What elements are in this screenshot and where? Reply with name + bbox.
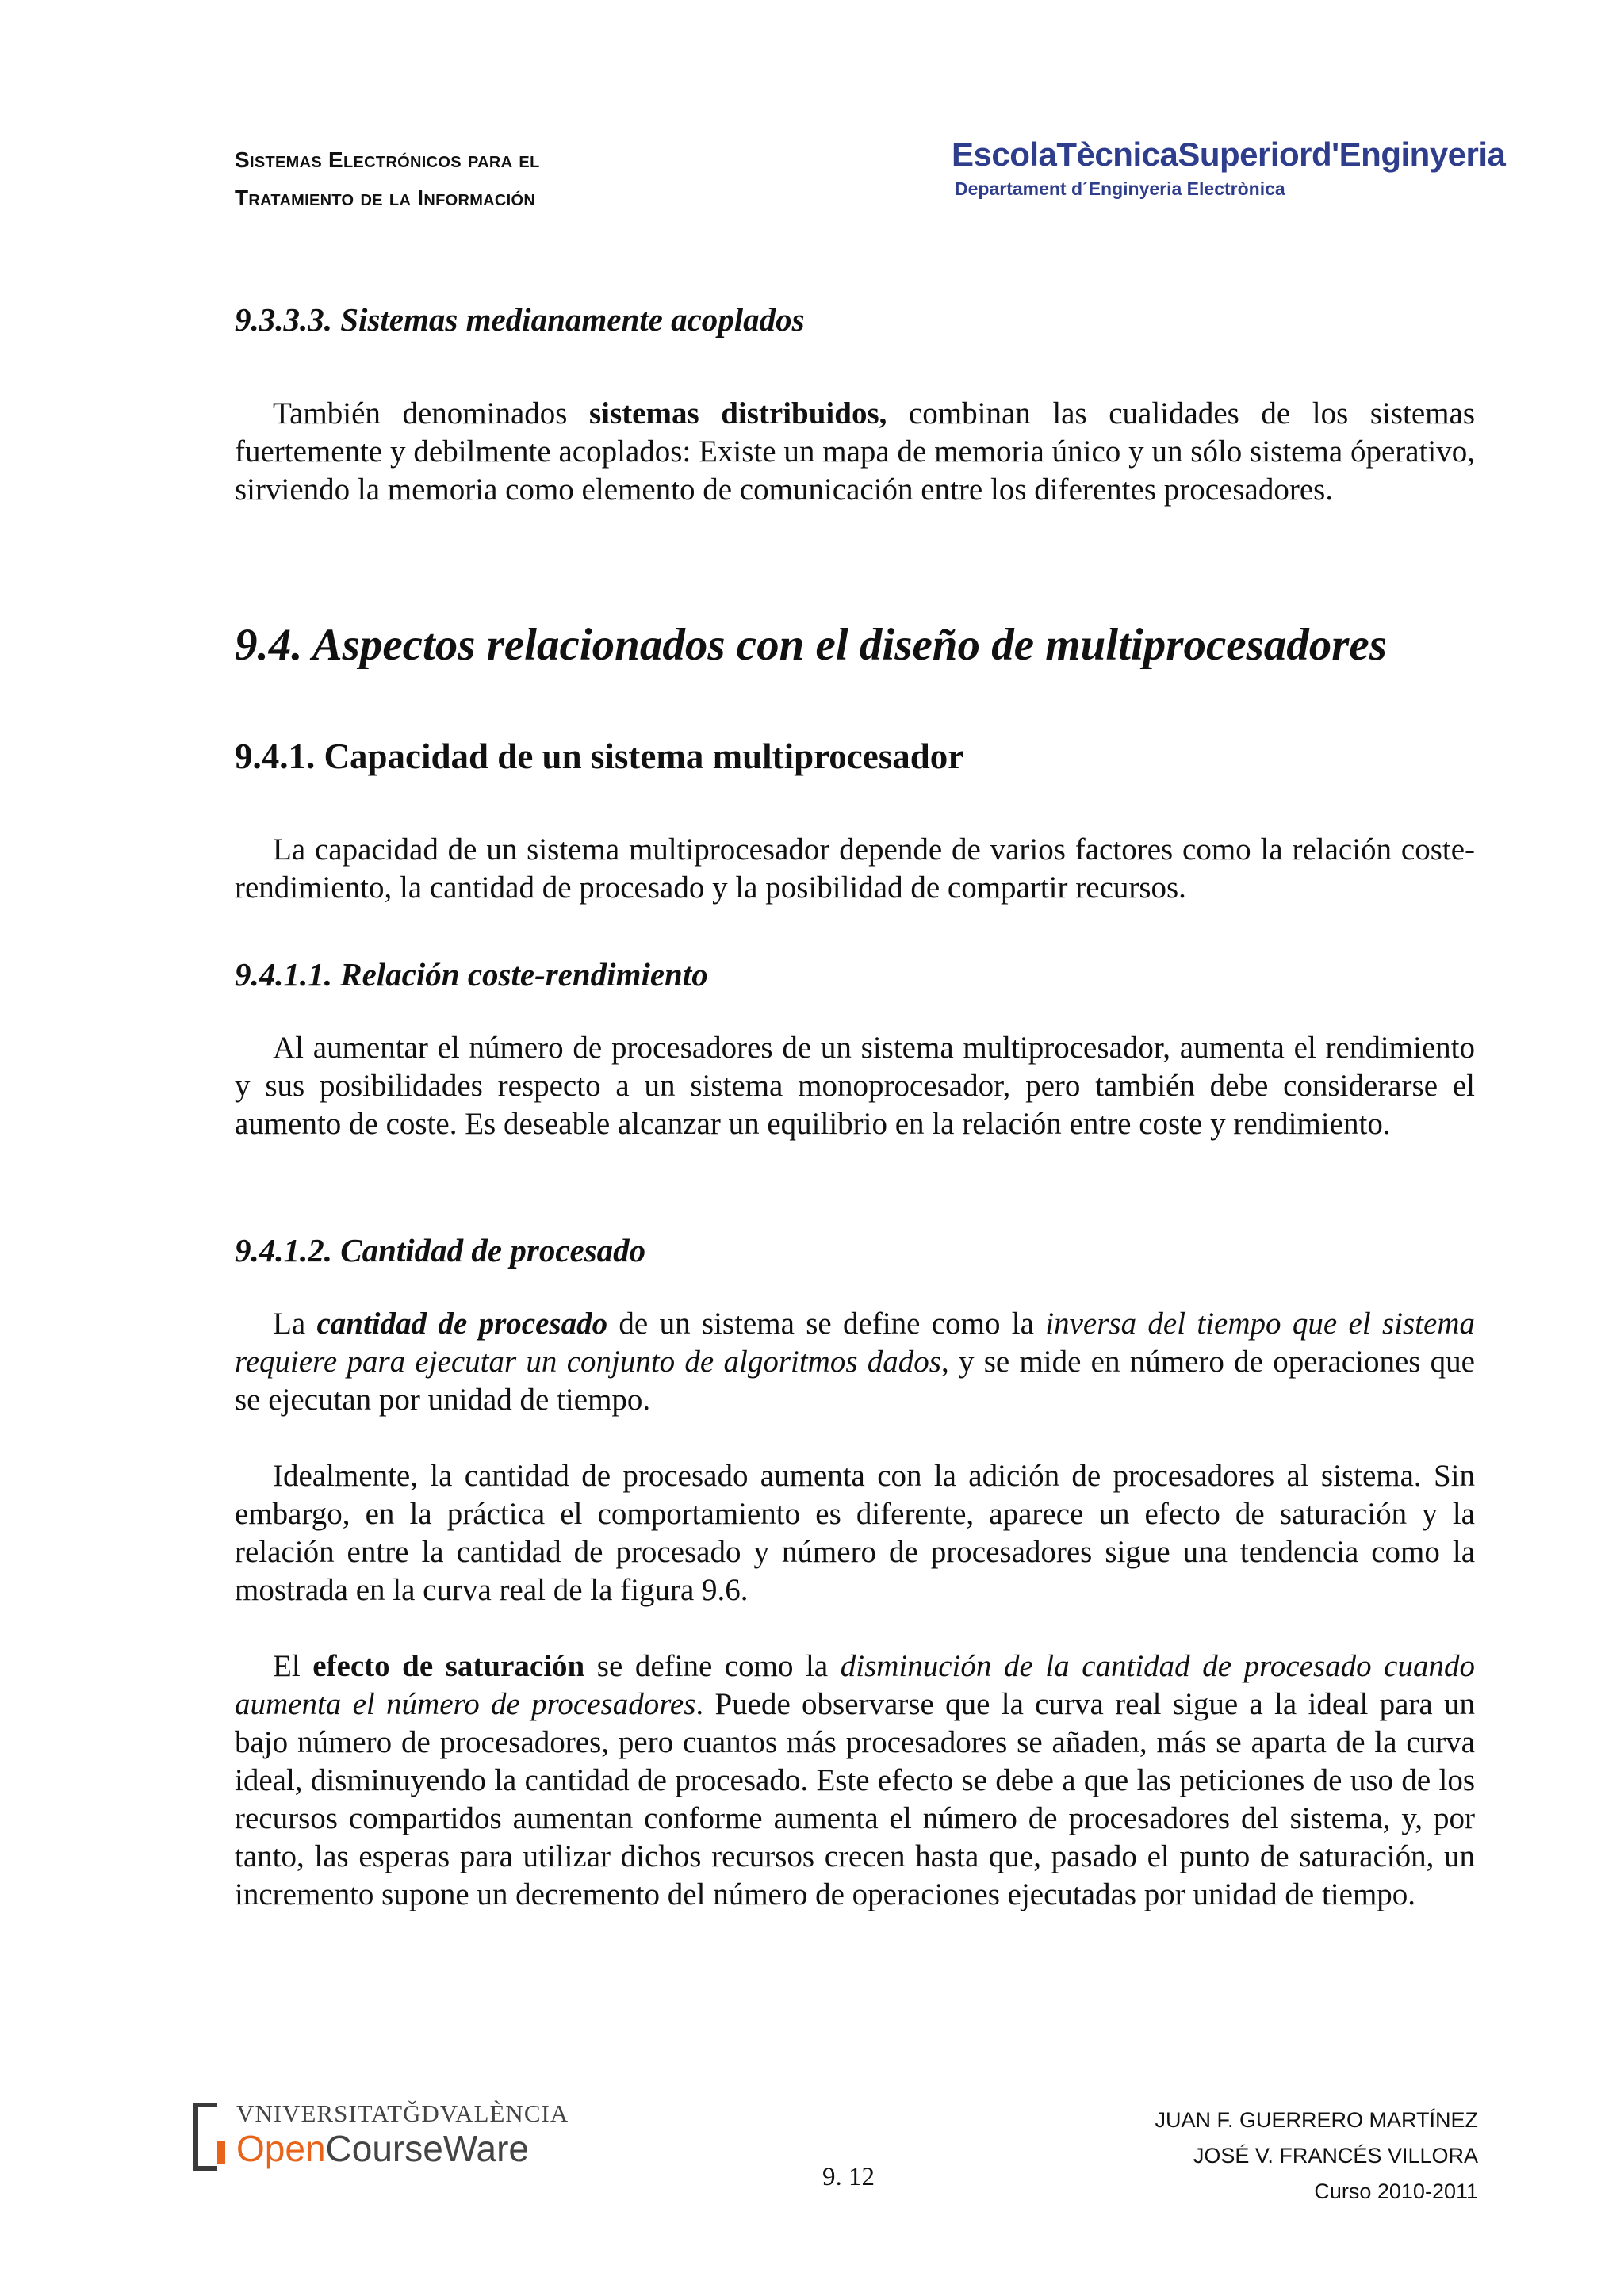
section-941 (235, 734, 1475, 779)
subsection-heading: 9.4.1. Capacidad de un sistema multiprocesador (235, 737, 964, 776)
text-run: . Puede observarse que la curva real sigue a la ideal para un bajo número de procesadores, pero cuantos más procesadores se añaden, más se aparta de la curva ideal, disminuyendo la cantidad de procesado. Este efecto se debe a que las peticiones de uso de los recursos compartidos aumentan conforme aumenta el número de procesadores del sistema, y, por tanto, las esperas para utilizar dichos recursos crecen hasta que, pasado el punto de saturación, un incremento supone un decremento del número de operaciones ejecutadas por unidad de tiempo. (235, 1687, 1475, 1911)
ocw-open: Open (236, 2128, 326, 2169)
text-run: El (273, 1649, 313, 1683)
paragraph (235, 1647, 1475, 1914)
section-9412-body (235, 1305, 1475, 1419)
section-heading: 9.4.1.2. Cantidad de procesado (235, 1232, 646, 1269)
section-9412 (235, 1230, 1475, 1270)
bold-italic-term: cantidad de procesado (316, 1307, 608, 1341)
university-ocw-logo (193, 2099, 569, 2171)
course-year: Curso 2010-2011 (1314, 2179, 1478, 2203)
paragraph: La capacidad de un sistema multiprocesador depende de varios factores como la relación coste-rendimiento, la cantidad de procesado y la posibilidad de compartir recursos. (235, 832, 1475, 905)
section-9412-body-2 (235, 1457, 1475, 1609)
logo-accent-bar-icon (217, 2141, 225, 2164)
course-title-line1: Sistemas Electrónicos para el (235, 147, 540, 172)
author-2: JOSÉ V. FRANCÉS VILLORA (1193, 2144, 1478, 2168)
text-run: de un sistema se define como la (607, 1307, 1046, 1341)
course-title (235, 141, 540, 217)
section-9333 (235, 300, 1475, 339)
bold-term: efecto de saturación (312, 1649, 585, 1683)
text-run: La (273, 1307, 317, 1341)
italic-definition: disminución de la cantidad de procesado cuando aumenta el número de procesadores (235, 1649, 1475, 1721)
author-1: JUAN F. GUERRERO MARTÍNEZ (1155, 2108, 1478, 2132)
course-title-line2: Tratamiento de la Información (235, 186, 536, 210)
paragraph (235, 1305, 1475, 1419)
italic-definition: inversa del tiempo que el sistema requiere para ejecutar un conjunto de algoritmos dados (235, 1307, 1475, 1379)
logo-bracket-icon (193, 2103, 217, 2171)
paragraph: Idealmente, la cantidad de procesado aumenta con la adición de procesadores al sistema. Sin embargo, en la práctica el comportamiento es diferente, aparece un efecto de saturación y la relación entre la cantidad de procesado y número de procesadores sigue una tendencia como la mostrada en la curva real de la figura 9.6. (235, 1459, 1475, 1607)
etse-logo-name: EscolaTècnicaSuperiord'Enginyeria (952, 136, 1506, 173)
etse-logo (952, 135, 1506, 206)
section-heading: 9.3.3.3. Sistemas medianamente acoplados (235, 301, 805, 338)
chapter-section-heading: 9.4. Aspectos relacionados con el diseño de multiprocesadores (235, 620, 1387, 670)
paragraph: Al aumentar el número de procesadores de un sistema multiprocesador, aumenta el rendimiento y sus posibilidades respecto a un sistema monoprocesador, pero también debe considerarse el aumento de coste. Es deseable alcanzar un equilibrio en la relación entre coste y rendimiento. (235, 1031, 1475, 1141)
text-run: combinan las cualidades de los sistemas fuertemente y debilmente acoplados: Existe un mapa de memoria único y un sólo sistema óperativo, sirviendo la memoria como elemento de comunicación entre los diferentes procesadores. (235, 396, 1475, 507)
section-9411-body (235, 1029, 1475, 1143)
paragraph (235, 395, 1475, 509)
university-name: VNIVERSITATǦDVALÈNCIA (236, 2099, 569, 2127)
page-number: 9. 12 (822, 2163, 875, 2191)
section-941-body (235, 831, 1475, 907)
section-9333-body (235, 395, 1475, 509)
section-9412-body-3 (235, 1647, 1475, 1914)
ocw-wordmark (236, 2128, 529, 2169)
text-run: , y se mide en número de operaciones que se ejecutan por unidad de tiempo. (235, 1345, 1475, 1417)
footer-authors (1155, 2103, 1478, 2210)
etse-logo-department: Departament d´Enginyeria Electrònica (955, 178, 1285, 199)
section-9411 (235, 955, 1475, 994)
bold-term: sistemas distribuidos, (589, 396, 887, 430)
ocw-courseware: CourseWare (325, 2128, 530, 2169)
text-run: se define como la (584, 1649, 841, 1683)
text-run: También denominados (273, 396, 589, 430)
section-94 (235, 620, 1475, 671)
section-heading: 9.4.1.1. Relación coste-rendimiento (235, 956, 708, 993)
